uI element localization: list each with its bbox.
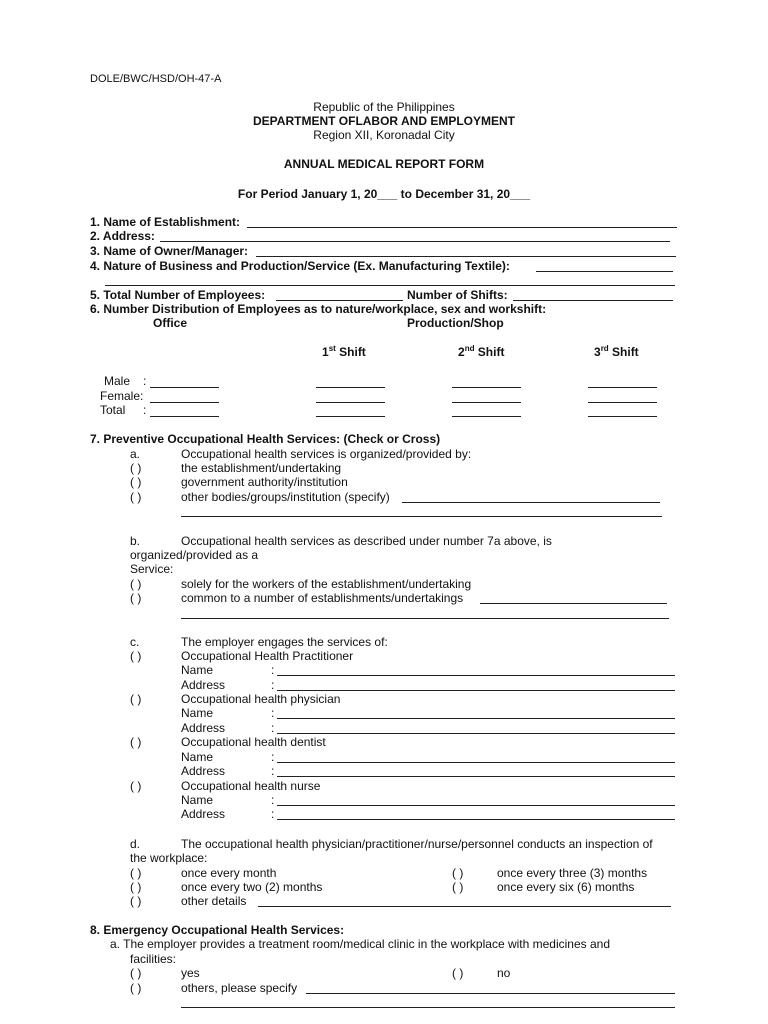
page-title: ANNUAL MEDICAL REPORT FORM [283, 157, 485, 171]
total-shift2-line[interactable] [452, 416, 521, 417]
7a-option-2: government authority/institution [181, 475, 348, 489]
7c-checkbox-3[interactable]: ( ) [130, 735, 142, 749]
7c-2-name-colon: : [271, 706, 275, 720]
male-office-line[interactable] [150, 387, 219, 388]
section-7-heading: 7. Preventive Occupational Health Services: (Check or Cross) [90, 432, 441, 446]
7c-text: The employer engages the services of: [181, 635, 388, 649]
7a-option-3: other bodies/groups/institution (specify) [181, 490, 390, 504]
7a-checkbox-2[interactable]: ( ) [130, 475, 142, 489]
7c-4-address-colon: : [271, 807, 275, 821]
7c-label: c. [130, 635, 140, 649]
office-heading: Office [153, 316, 188, 330]
shift-1-heading: 1st Shift [322, 344, 366, 359]
7d-checkbox-2[interactable]: ( ) [130, 880, 142, 894]
7c-2-address-colon: : [271, 721, 275, 735]
7c-4-address-label: Address [181, 807, 226, 821]
field-address-label: 2. Address: [90, 229, 155, 243]
region-line: Region XII, Koronadal City [313, 128, 455, 142]
female-label: Female: [100, 389, 144, 403]
7c-4-address-line[interactable] [277, 819, 675, 820]
7c-4-name-label: Name [181, 793, 214, 807]
8a-others-line[interactable] [306, 993, 675, 994]
8a-option-no: no [497, 966, 511, 980]
field-business-label: 4. Nature of Business and Production/Service (Ex. Manufacturing Textile): [90, 259, 510, 273]
7c-1-name-label: Name [181, 663, 214, 677]
7c-2-address-label: Address [181, 721, 226, 735]
total-label: Total [100, 403, 126, 417]
7b-common-line[interactable] [480, 603, 667, 604]
7c-checkbox-2[interactable]: ( ) [130, 692, 142, 706]
owner-line[interactable] [256, 256, 676, 257]
department-line: DEPARTMENT OFLABOR AND EMPLOYMENT [253, 114, 515, 128]
7c-3-address-colon: : [271, 764, 275, 778]
7c-1-address-line[interactable] [277, 690, 675, 691]
field-distribution-label: 6. Number Distribution of Employees as to nature/workplace, sex and workshift: [90, 302, 547, 316]
7d-text: The occupational health physician/practitioner/nurse/personnel conducts an inspection of [181, 837, 653, 851]
male-colon: : [143, 374, 147, 388]
8a-checkbox-no[interactable]: ( ) [452, 966, 464, 980]
period-line: For Period January 1, 20___ to December 31, 20___ [237, 187, 531, 201]
7d-text-2: the workplace: [130, 851, 208, 865]
7d-option-2: once every two (2) months [181, 880, 323, 894]
form-code: DOLE/BWC/HSD/OH-47-A [90, 73, 222, 85]
7a-specify-line[interactable] [402, 502, 660, 503]
7a-specify-line-2[interactable] [181, 516, 662, 517]
7b-option-1: solely for the workers of the establishment/undertaking [181, 577, 472, 591]
7c-2-address-line[interactable] [277, 733, 675, 734]
7a-label: a. [130, 447, 141, 461]
female-shift2-line[interactable] [452, 402, 521, 403]
7c-3-name-label: Name [181, 750, 214, 764]
7c-checkbox-4[interactable]: ( ) [130, 779, 142, 793]
7c-4-name-line[interactable] [277, 805, 675, 806]
field-establishment-label: 1. Name of Establishment: [90, 215, 241, 229]
male-label: Male [104, 374, 131, 388]
establishment-line[interactable] [247, 227, 677, 228]
7c-3-address-label: Address [181, 764, 226, 778]
republic-line: Republic of the Philippines [313, 100, 455, 114]
female-shift1-line[interactable] [316, 402, 385, 403]
field-employees-label: 5. Total Number of Employees: [90, 288, 266, 302]
business-line-2[interactable] [105, 285, 675, 286]
8a-option-others: others, please specify [181, 981, 298, 995]
total-colon: : [143, 403, 147, 417]
total-shift3-line[interactable] [588, 416, 657, 417]
7d-checkbox-5[interactable]: ( ) [452, 880, 464, 894]
7d-other-line[interactable] [258, 906, 671, 907]
7c-option-2: Occupational health physician [181, 692, 341, 706]
7d-label: d. [130, 837, 141, 851]
section-8-heading: 8. Emergency Occupational Health Services: [90, 923, 345, 937]
7b-label: b. [130, 534, 141, 548]
7b-text: Occupational health services as described under number 7a above, is [181, 534, 552, 548]
8a-text: a. The employer provides a treatment room/medical clinic in the workplace with medicines and [110, 937, 611, 951]
7d-option-5: once every six (6) months [497, 880, 635, 894]
shift-2-heading: 2nd Shift [458, 344, 505, 359]
8a-text-2: facilities: [130, 952, 177, 966]
7d-checkbox-3[interactable]: ( ) [130, 894, 142, 908]
shifts-line[interactable] [513, 300, 673, 301]
shift-3-heading: 3rd Shift [594, 344, 639, 359]
7b-common-line-2[interactable] [181, 618, 669, 619]
7d-option-4: once every three (3) months [497, 866, 648, 880]
7c-option-4: Occupational health nurse [181, 779, 321, 793]
7c-2-name-label: Name [181, 706, 214, 720]
7c-1-name-line[interactable] [277, 675, 675, 676]
business-line[interactable] [536, 271, 673, 272]
7d-option-3: other details [181, 894, 247, 908]
7b-checkbox-2[interactable]: ( ) [130, 591, 142, 605]
8a-option-yes: yes [181, 966, 200, 980]
7c-option-3: Occupational health dentist [181, 735, 326, 749]
8a-checkbox-others[interactable]: ( ) [130, 981, 142, 995]
7b-option-2: common to a number of establishments/undertakings [181, 591, 464, 605]
7c-checkbox-1[interactable]: ( ) [130, 649, 142, 663]
7a-text: Occupational health services is organized/provided by: [181, 447, 472, 461]
female-shift3-line[interactable] [588, 402, 657, 403]
production-heading: Production/Shop [407, 316, 504, 330]
7b-text-3: Service: [130, 562, 174, 576]
7d-checkbox-4[interactable]: ( ) [452, 866, 464, 880]
address-line[interactable] [160, 241, 670, 242]
7c-4-name-colon: : [271, 793, 275, 807]
7c-3-name-colon: : [271, 750, 275, 764]
7c-1-name-colon: : [271, 663, 275, 677]
7d-option-1: once every month [181, 866, 277, 880]
8a-checkbox-yes[interactable]: ( ) [130, 966, 142, 980]
7a-option-1: the establishment/undertaking [181, 461, 342, 475]
7c-3-address-line[interactable] [277, 776, 675, 777]
7d-checkbox-1[interactable]: ( ) [130, 866, 142, 880]
7b-checkbox-1[interactable]: ( ) [130, 577, 142, 591]
7b-text-2: organized/provided as a [130, 548, 259, 562]
7c-1-address-colon: : [271, 678, 275, 692]
total-office-line[interactable] [150, 416, 219, 417]
male-shift2-line[interactable] [452, 387, 521, 388]
7c-3-name-line[interactable] [277, 762, 675, 763]
field-owner-label: 3. Name of Owner/Manager: [90, 244, 249, 258]
female-office-line[interactable] [150, 402, 219, 403]
male-shift3-line[interactable] [588, 387, 657, 388]
7a-checkbox-1[interactable]: ( ) [130, 461, 142, 475]
7a-checkbox-3[interactable]: ( ) [130, 490, 142, 504]
male-shift1-line[interactable] [316, 387, 385, 388]
total-shift1-line[interactable] [316, 416, 385, 417]
employees-line[interactable] [276, 300, 403, 301]
field-shifts-label: Number of Shifts: [407, 288, 508, 302]
7c-option-1: Occupational Health Practitioner [181, 649, 354, 663]
7c-1-address-label: Address [181, 678, 226, 692]
8a-others-line-2[interactable] [181, 1007, 675, 1008]
7c-2-name-line[interactable] [277, 718, 675, 719]
